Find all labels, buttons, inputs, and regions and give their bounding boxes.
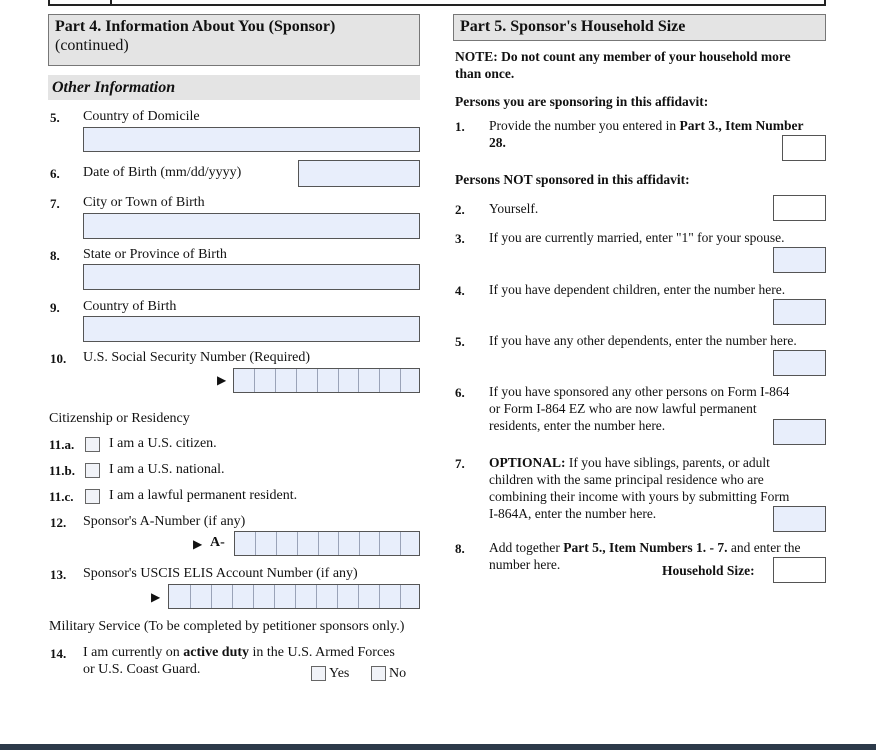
elis-arrow-icon: ▶ — [151, 590, 161, 604]
citizenship-heading: Citizenship or Residency — [49, 411, 190, 426]
ssn-arrow-icon: ▶ — [217, 373, 227, 387]
item-13-number: 13. — [50, 567, 67, 582]
p5-item-2-input[interactable] — [773, 195, 826, 221]
item-12-number: 12. — [50, 515, 67, 530]
country-of-domicile-input[interactable] — [83, 127, 420, 152]
item-11a-number: 11.a. — [49, 437, 75, 452]
date-of-birth-input[interactable] — [298, 160, 420, 187]
p5-item-4-input[interactable] — [773, 299, 826, 325]
us-citizen-label: I am a U.S. citizen. — [109, 436, 217, 451]
p5-item-6-input[interactable] — [773, 419, 826, 445]
us-national-checkbox[interactable] — [85, 463, 100, 478]
elis-input[interactable] — [168, 584, 420, 609]
sponsoring-heading: Persons you are sponsoring in this affidavit: — [455, 94, 709, 109]
active-duty-yes-checkbox[interactable] — [311, 666, 326, 681]
item-7-number: 7. — [50, 196, 60, 211]
p5-item-3-text: If you are currently married, enter "1" for your spouse. — [489, 230, 785, 245]
permanent-resident-checkbox[interactable] — [85, 489, 100, 504]
p5-item-5-number: 5. — [455, 334, 465, 349]
item-8-number: 8. — [50, 248, 60, 263]
p5-item-1-text: Provide the number you entered in Part 3., Item Number 28. — [489, 118, 804, 150]
country-of-birth-input[interactable] — [83, 316, 420, 342]
other-information-header: Other Information — [48, 75, 420, 100]
active-duty-no-checkbox[interactable] — [371, 666, 386, 681]
item-5-number: 5. — [50, 110, 60, 125]
item-10-number: 10. — [50, 351, 67, 366]
city-of-birth-label: City or Town of Birth — [83, 195, 205, 210]
p5-item-4-text: If you have dependent children, enter the number here. — [489, 282, 786, 297]
part5-header: Part 5. Sponsor's Household Size — [453, 14, 826, 41]
household-size-input[interactable] — [773, 557, 826, 583]
p5-item-3-number: 3. — [455, 231, 465, 246]
p5-item-2-text: Yourself. — [489, 201, 539, 216]
active-duty-question: I am currently on active duty in the U.S. Armed Forces — [83, 645, 395, 660]
us-citizen-checkbox[interactable] — [85, 437, 100, 452]
date-of-birth-label: Date of Birth (mm/dd/yyyy) — [83, 165, 242, 180]
p5-item-1-number: 1. — [455, 119, 465, 134]
active-duty-yes-label: Yes — [329, 666, 350, 681]
country-of-birth-label: Country of Birth — [83, 299, 177, 314]
elis-label: Sponsor's USCIS ELIS Account Number (if any) — [83, 566, 358, 581]
item-11c-number: 11.c. — [49, 489, 74, 504]
a-number-input[interactable] — [234, 531, 420, 556]
city-of-birth-input[interactable] — [83, 213, 420, 239]
household-size-label: Household Size: — [662, 563, 755, 578]
a-number-arrow-icon: ▶ — [193, 537, 203, 551]
state-of-birth-label: State or Province of Birth — [83, 247, 227, 262]
p5-item-5-input[interactable] — [773, 350, 826, 376]
p5-item-7-text: OPTIONAL: If you have siblings, parents, or adult children with the same principal residence who are combining their income with yours by submitting Form I-864A, enter the number here. — [489, 455, 790, 521]
p5-item-2-number: 2. — [455, 202, 465, 217]
bottom-bar — [0, 744, 876, 750]
p5-item-7-input[interactable] — [773, 506, 826, 532]
item-6-number: 6. — [50, 166, 60, 181]
a-number-label: Sponsor's A-Number (if any) — [83, 514, 246, 529]
p5-item-5-text: If you have any other dependents, enter the number here. — [489, 333, 797, 348]
part4-continued: (continued) — [55, 37, 129, 54]
country-of-domicile-label: Country of Domicile — [83, 109, 200, 124]
a-number-prefix: A- — [210, 535, 225, 550]
item-14-number: 14. — [50, 646, 67, 661]
p5-item-6-text: If you have sponsored any other persons on Form I-864 or Form I-864 EZ who are now lawful permanent residents, enter the number here. — [489, 384, 790, 433]
not-sponsored-heading: Persons NOT sponsored in this affidavit: — [455, 172, 690, 187]
us-national-label: I am a U.S. national. — [109, 462, 225, 477]
active-duty-no-label: No — [389, 666, 407, 681]
part4-title: Part 4. Information About You (Sponsor) — [55, 18, 336, 35]
p5-item-8-text: Add together Part 5., Item Numbers 1. - 7. and enter the number here. — [489, 540, 801, 572]
item-11b-number: 11.b. — [49, 463, 76, 478]
p5-item-4-number: 4. — [455, 283, 465, 298]
active-duty-question-line2: or U.S. Coast Guard. — [83, 662, 201, 677]
permanent-resident-label: I am a lawful permanent resident. — [109, 488, 298, 503]
p5-item-8-number: 8. — [455, 541, 465, 556]
part4-header — [48, 14, 420, 66]
p5-item-7-number: 7. — [455, 456, 465, 471]
p5-item-1-input[interactable] — [782, 135, 826, 161]
ssn-label: U.S. Social Security Number (Required) — [83, 350, 311, 365]
p5-item-3-input[interactable] — [773, 247, 826, 273]
state-of-birth-input[interactable] — [83, 264, 420, 290]
ssn-input[interactable] — [233, 368, 420, 393]
p5-item-6-number: 6. — [455, 385, 465, 400]
item-9-number: 9. — [50, 300, 60, 315]
military-heading: Military Service (To be completed by petitioner sponsors only.) — [49, 619, 405, 634]
top-frame — [48, 0, 826, 6]
part5-note: NOTE: Do not count any member of your household more than once. — [455, 49, 791, 81]
